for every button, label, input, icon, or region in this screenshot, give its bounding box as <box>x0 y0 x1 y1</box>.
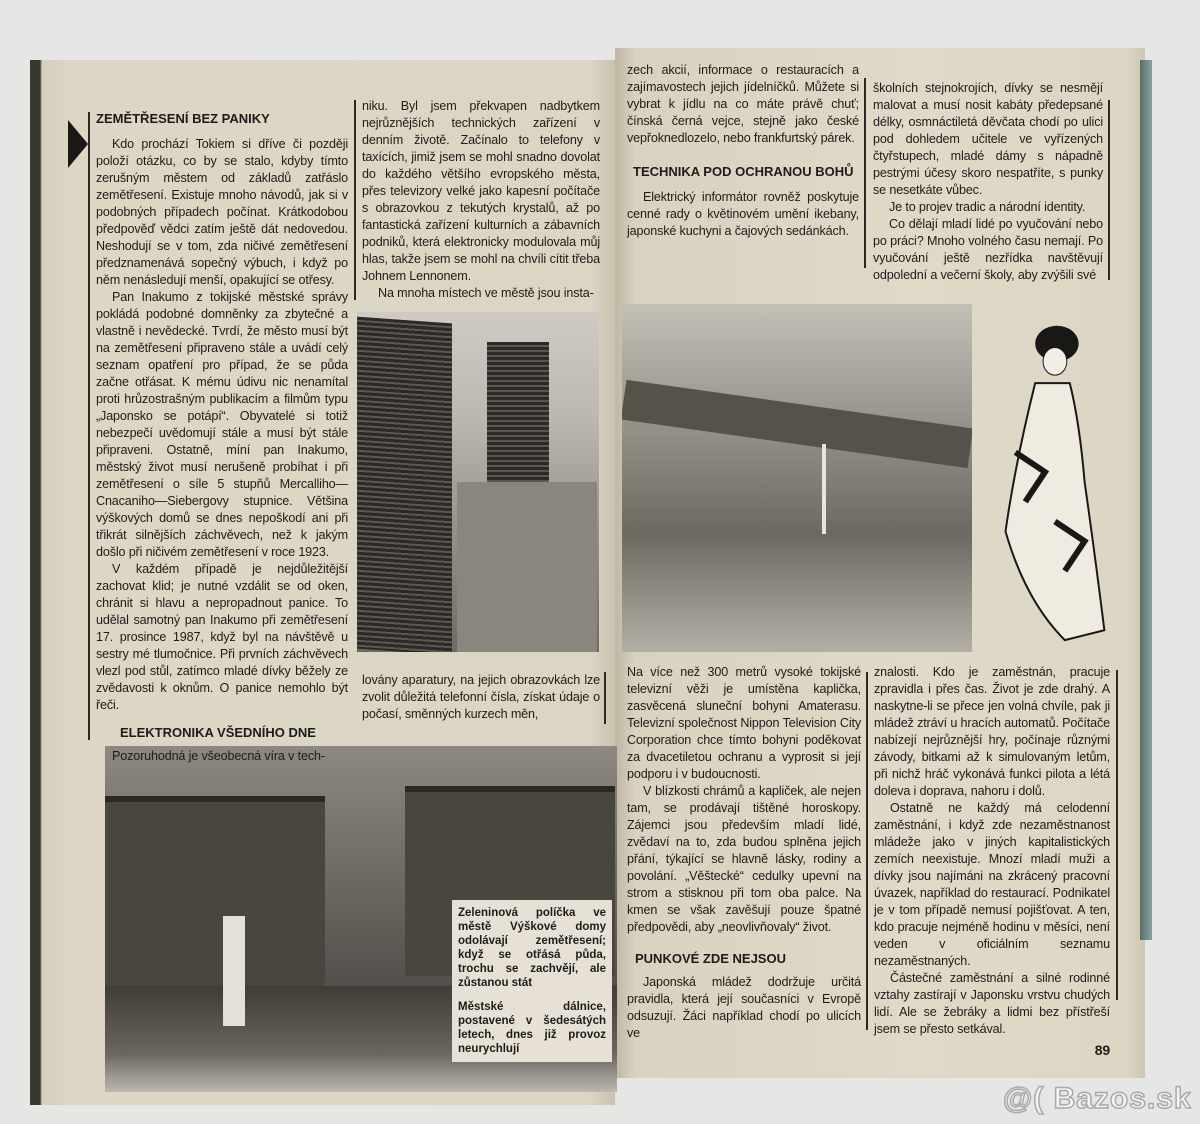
column-rule <box>1116 670 1118 1000</box>
article-column <box>362 672 600 723</box>
page-number: 89 <box>1094 1042 1110 1058</box>
column-rule <box>604 672 606 724</box>
paragraph: Co dělají mladí lidé po vyučování nebo po práci? Mnoho volného času nemají. Po vyučování ještě nezřídka navštěvují odpolední a večerní školy, aby zvýšili své <box>873 217 1103 282</box>
column-rule <box>866 672 868 1030</box>
paragraph: Ostatně ne každý má celodenní zaměstnání, i když zde nezaměstnanost mládeže jako v jiných kapitalistických zemích neexistuje. Mnozí mladí muži a dívky jsou najímáni na zkrácený pracovní úvazek, například do restaurací. Podnikatel je v tom případě nemusí pojišťovat. A ten, kdo pracuje nejméně hodinu v měsíci, není veden v oficiálním seznamu nezaměstnaných. <box>874 801 1110 968</box>
paragraph: Pozoruhodná je všeobecná víra v tech- <box>112 749 325 763</box>
paragraph: Pan Inakumo z tokijské městské správy pokládá podobné domněnky za zbytečné a vlastně i nevědecké. Tvrdí, že město musí být na zemětřesení připraveno stále a uvádí celý seznam opatření pro případ, že se půda začne otřásat. K mému údivu nic nenamítal proti hrůzostrašným publikacím a filmům typu „Japonsko se potápí“. Obyvatelé si totiž nebezpečí uvědomují stále a musí být stále připraveni. Ostatně, míní pan Inakumo, městský život musí nerušeně probíhat i při zemětřesení o síle 5 stupňů Mercalliho—Cnacaniho—Siebergovy stupnice. Většina výškových domů se dnes nepoškodí ani při třikrát silnějších záchvěvech, než k jakým došlo při ničivém zemětřesení v roce 1923. <box>96 290 348 559</box>
paragraph: Je to projev tradic a národní identity. <box>889 200 1086 214</box>
paragraph: niku. Byl jsem překvapen nadbytkem nejrůznějších technických zařízení v denním životě. Začínalo to telefony v taxících, jimiž jsem se mohl snadno dovolat do každého většího evropského města, přes televizory velké jako kapesní počítače s obrazovkou z tekutých krystalů, až po fantastická zařízení kulturních a zábavních podniků, která elektronicky modulovala můj hlas, takže jsem se mohl na chvíli cítit třeba Johnem Lennonem. <box>362 99 600 283</box>
article-column <box>96 110 348 765</box>
paragraph: Částečné zaměstnání a silné rodinné vztahy zastírají v Japonsku vrstvu chudých lidí. Ale se žebráky a lidmi bez přístřeší jsem se přesto setkával. <box>874 971 1110 1036</box>
photo-caption <box>452 900 612 1062</box>
paragraph: lovány aparatury, na jejich obrazovkách lze zvolit důležitá telefonní čísla, získat údaje o počasí, směnných kurzech měn, <box>362 673 600 721</box>
paragraph: zech akcií, informace o restauracích a zajímavostech jejich jídelníčků. Můžete si vybrat k jídlu na co máte právě chuť; čínská černá vejce, stejně jako české vepřoknedlozelo, nebo frankfurtský párek. <box>627 63 859 145</box>
column-rule <box>864 78 866 268</box>
paragraph: školních stejnokrojích, dívky se nesmějí malovat a musí nosit kabáty předepsané délky, osmnáctiletá děvčata chodí po ulici pod dohledem učitele ve vyřízených čtyřstupech, mladé dámy s nápadně pestrými účesy skoro nespatříte, s punky se nesetkáte vůbec. <box>873 81 1103 197</box>
section-heading: PUNKOVÉ ZDE NEJSOU <box>635 951 786 966</box>
paragraph: Elektrický informátor rovněž poskytuje cenné rady o květinovém umění ikebany, japonské kuchyni a čajových sedánkách. <box>627 190 859 238</box>
column-rule <box>354 100 356 300</box>
city-highway-photo <box>622 304 972 652</box>
paragraph: V každém případě je nejdůležitější zachovat klid; je nutné vzdálit se od oken, chránit si hlavu a nepropadnout panice. To udělal samotný pan Inakumo při zemětřesení 17. prosince 1987, když byl na návštěvě u sestry mé tlumočnice. Při prvních záchvěvech vlezl pod stůl, zatímco mladé dívky běžely ze zvědavosti k oknům. O panice nemohlo být řeči. <box>96 562 348 712</box>
section-heading: ZEMĚTŘESENÍ BEZ PANIKY <box>96 111 270 126</box>
article-column <box>874 664 1110 1059</box>
caption-text: Zeleninová políčka ve městě Výškové domy odolávají zemětřesení; když se otřásá půda, trochu se zachvějí, ale zůstanou stát <box>458 907 606 989</box>
article-column <box>627 664 861 1042</box>
paragraph: Na více než 300 metrů vysoké tokijské televizní věži je umístěna kaplička, zasvěcená sluneční bohyni Amaterasu. Televizní společnost Nippon Television City Corporation chce tímto bohyni poděkovat za dvacetiletou ochranu a vyprosit si její podporu i v budoucnosti. <box>627 665 861 781</box>
column-rule <box>88 112 90 740</box>
paragraph: Na mnoha místech ve městě jsou insta- <box>378 286 594 300</box>
section-arrow-icon <box>68 120 88 168</box>
paragraph: Kdo prochází Tokiem si dříve či později položí otázku, co by se stalo, kdyby tímto zerušným městem od základů zatřáslo zemětřesení. Existuje mnoho návodů, jak si v podobných případech počínat. Krátkodobou předpověď vědci zatím ještě dát nedovedou. Neshodují se v tom, zda ničivé zemětřesení předznamenává sopečný výbuch, i když po něm nenásledují menší, opakující se otřesy. <box>96 137 348 287</box>
article-column <box>362 98 600 302</box>
watermark: @( Bazos.sk <box>1003 1082 1192 1115</box>
column-rule <box>1108 100 1110 280</box>
section-heading: TECHNIKA POD OCHRANOU BOHŮ <box>633 164 854 179</box>
geisha-illustration <box>985 304 1115 650</box>
skyscrapers-photo <box>357 312 599 652</box>
paragraph: V blízkosti chrámů a kapliček, ale nejen tam, se prodávají tištěné horoskopy. Zájemci jsou především mladí lidé, zvědaví na to, zda budou splněna jejich přání, týkající se hlavně lásky, rodiny a povolání. „Věštecké“ cedulky upevní na strom a stisknou při tom oba palce. Na kmen se však zavěšují pouze špatné předpovědi, aby „neovlivňovaly“ život. <box>627 784 861 934</box>
caption-text: Městské dálnice, postavené v šedesátých letech, dnes již provoz neurychlují <box>458 1001 606 1055</box>
article-column <box>627 62 859 240</box>
article-column <box>873 80 1103 284</box>
paragraph: Japonská mládež dodržuje určitá pravidla, která její současníci v Evropě odsuzují. Žáci například chodí po ulicích ve <box>627 975 861 1040</box>
section-heading: ELEKTRONIKA VŠEDNÍHO DNE <box>120 725 316 740</box>
paragraph: znalosti. Kdo je zaměstnán, pracuje zpravidla i přes čas. Život je zde drahý. A naskytne-li se přece jen volná chvíle, pak ji mládež ztráví u hracích automatů. Počítače nabízejí nejrůznější hry, počínaje různými závody, bitkami až k simulovaným letům, při nichž hráč vykonává funkci pilota a létá doleva i doprava, nahoru i dolů. <box>874 665 1110 798</box>
cover-edge <box>1140 60 1152 940</box>
